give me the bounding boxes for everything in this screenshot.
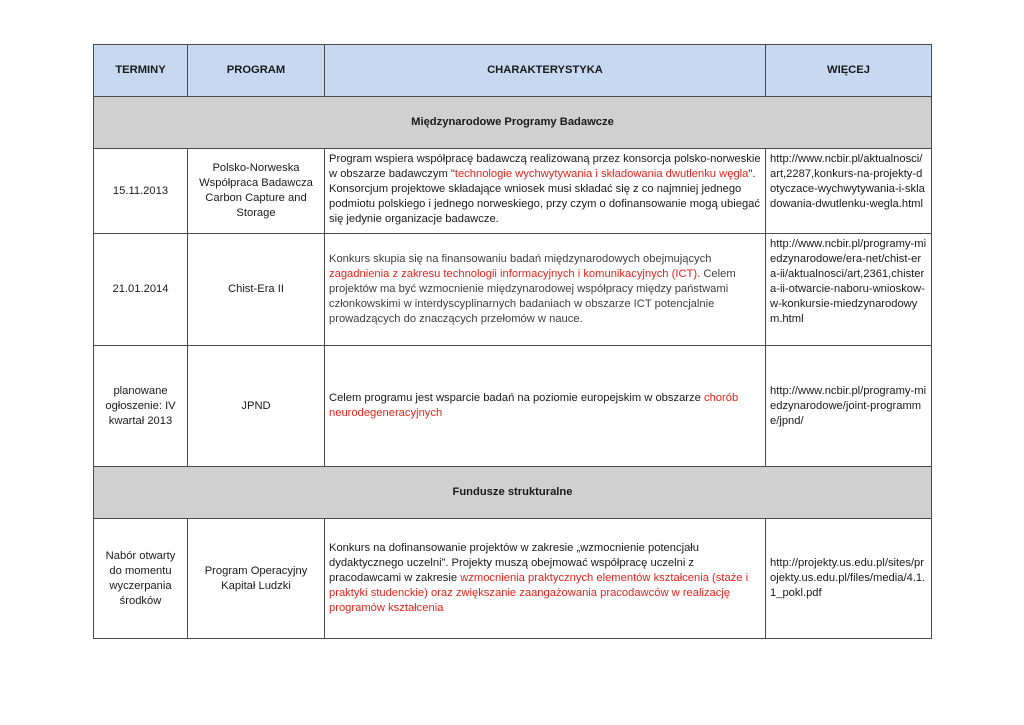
header-row xyxy=(94,45,932,97)
description-highlight: zagadnienia z zakresu technologii informacyjnych i komunikacyjnych (ICT). xyxy=(329,268,701,280)
description-cell xyxy=(325,519,766,639)
description-text: ". Konsorcjum projektowe składające wniosek musi składać się z co najmniej jednego podmiotu polskiego i jednego norweskiego, przy czym o dofinansowanie mogą ubiegać się jedynie organizacje badawcze. xyxy=(329,168,760,225)
description-highlight: technologie wychwytywania i składowania dwutlenku węgla xyxy=(454,168,749,180)
programs-table xyxy=(93,44,932,639)
section-title-structural: Fundusze strukturalne xyxy=(94,467,932,519)
description-highlight: chorób neurodegeneracyjnych xyxy=(329,392,739,419)
program-cell: Polsko-Norweska Współpraca Badawcza Carbon Capture and Storage xyxy=(188,149,325,234)
section-title-research: Międzynarodowe Programy Badawcze xyxy=(94,97,932,149)
section-row-structural xyxy=(94,467,932,519)
term-cell: planowane ogłoszenie: IV kwartał 2013 xyxy=(94,346,188,467)
program-cell: Program Operacyjny Kapitał Ludzki xyxy=(188,519,325,639)
more-link[interactable]: http://www.ncbir.pl/programy-miedzynarodowe/era-net/chist-era-ii/aktualnosci/art,2361,chistera-ii-otwarcie-naboru-wnioskow-w-konkursie-miedzynarodowym.html xyxy=(766,234,932,346)
more-link[interactable]: http://www.ncbir.pl/programy-miedzynarodowe/joint-programme/jpnd/ xyxy=(766,346,932,467)
table-row xyxy=(94,519,932,639)
program-cell: Chist-Era II xyxy=(188,234,325,346)
description-text: Konkurs skupia się na finansowaniu badań międzynarodowych obejmujących xyxy=(329,253,712,265)
description-text: Celem programu jest wsparcie badań na poziomie europejskim w obszarze xyxy=(329,392,704,404)
header-terminy: TERMINY xyxy=(94,45,188,97)
description-text: Celem projektów ma być wzmocnienie międzynarodowej współpracy między państwami członkowskimi w interdyscyplinarnych badaniach w obszarze ICT potencjalnie prowadzących do znaczących przełomów w nauce. xyxy=(329,268,736,325)
description-cell xyxy=(325,234,766,346)
header-charakterystyka: CHARAKTERYSTYKA xyxy=(325,45,766,97)
more-link[interactable]: http://projekty.us.edu.pl/sites/projekty.us.edu.pl/files/media/4.1.1_pokl.pdf xyxy=(766,519,932,639)
table-row xyxy=(94,149,932,234)
description-highlight: wzmocnienia praktycznych elementów kształcenia (staże i praktyki studenckie) oraz zwiększanie zaangażowania pracodawców w realizację programów kształcenia xyxy=(329,572,749,614)
term-cell: 21.01.2014 xyxy=(94,234,188,346)
description-text: Program wspiera współpracę badawczą realizowaną przez konsorcja polsko-norweskie w obszarze badawczym " xyxy=(329,153,761,180)
term-cell: 15.11.2013 xyxy=(94,149,188,234)
description-cell xyxy=(325,149,766,234)
section-row-research xyxy=(94,97,932,149)
header-wiecej: WIĘCEJ xyxy=(766,45,932,97)
table-row xyxy=(94,346,932,467)
description-cell xyxy=(325,346,766,467)
description-text: Konkurs na dofinansowanie projektów w zakresie „wzmocnienie potencjału dydaktycznego uczelni”. Projekty muszą obejmować współpracę uczelni z pracodawcami w zakresie xyxy=(329,542,700,584)
more-link[interactable]: http://www.ncbir.pl/aktualnosci/art,2287,konkurs-na-projekty-dotyczace-wychwytywania-i-skladowania-dwutlenku-wegla.html xyxy=(766,149,932,234)
program-cell: JPND xyxy=(188,346,325,467)
table-row xyxy=(94,234,932,346)
term-cell: Nabór otwarty do momentu wyczerpania środków xyxy=(94,519,188,639)
header-program: PROGRAM xyxy=(188,45,325,97)
